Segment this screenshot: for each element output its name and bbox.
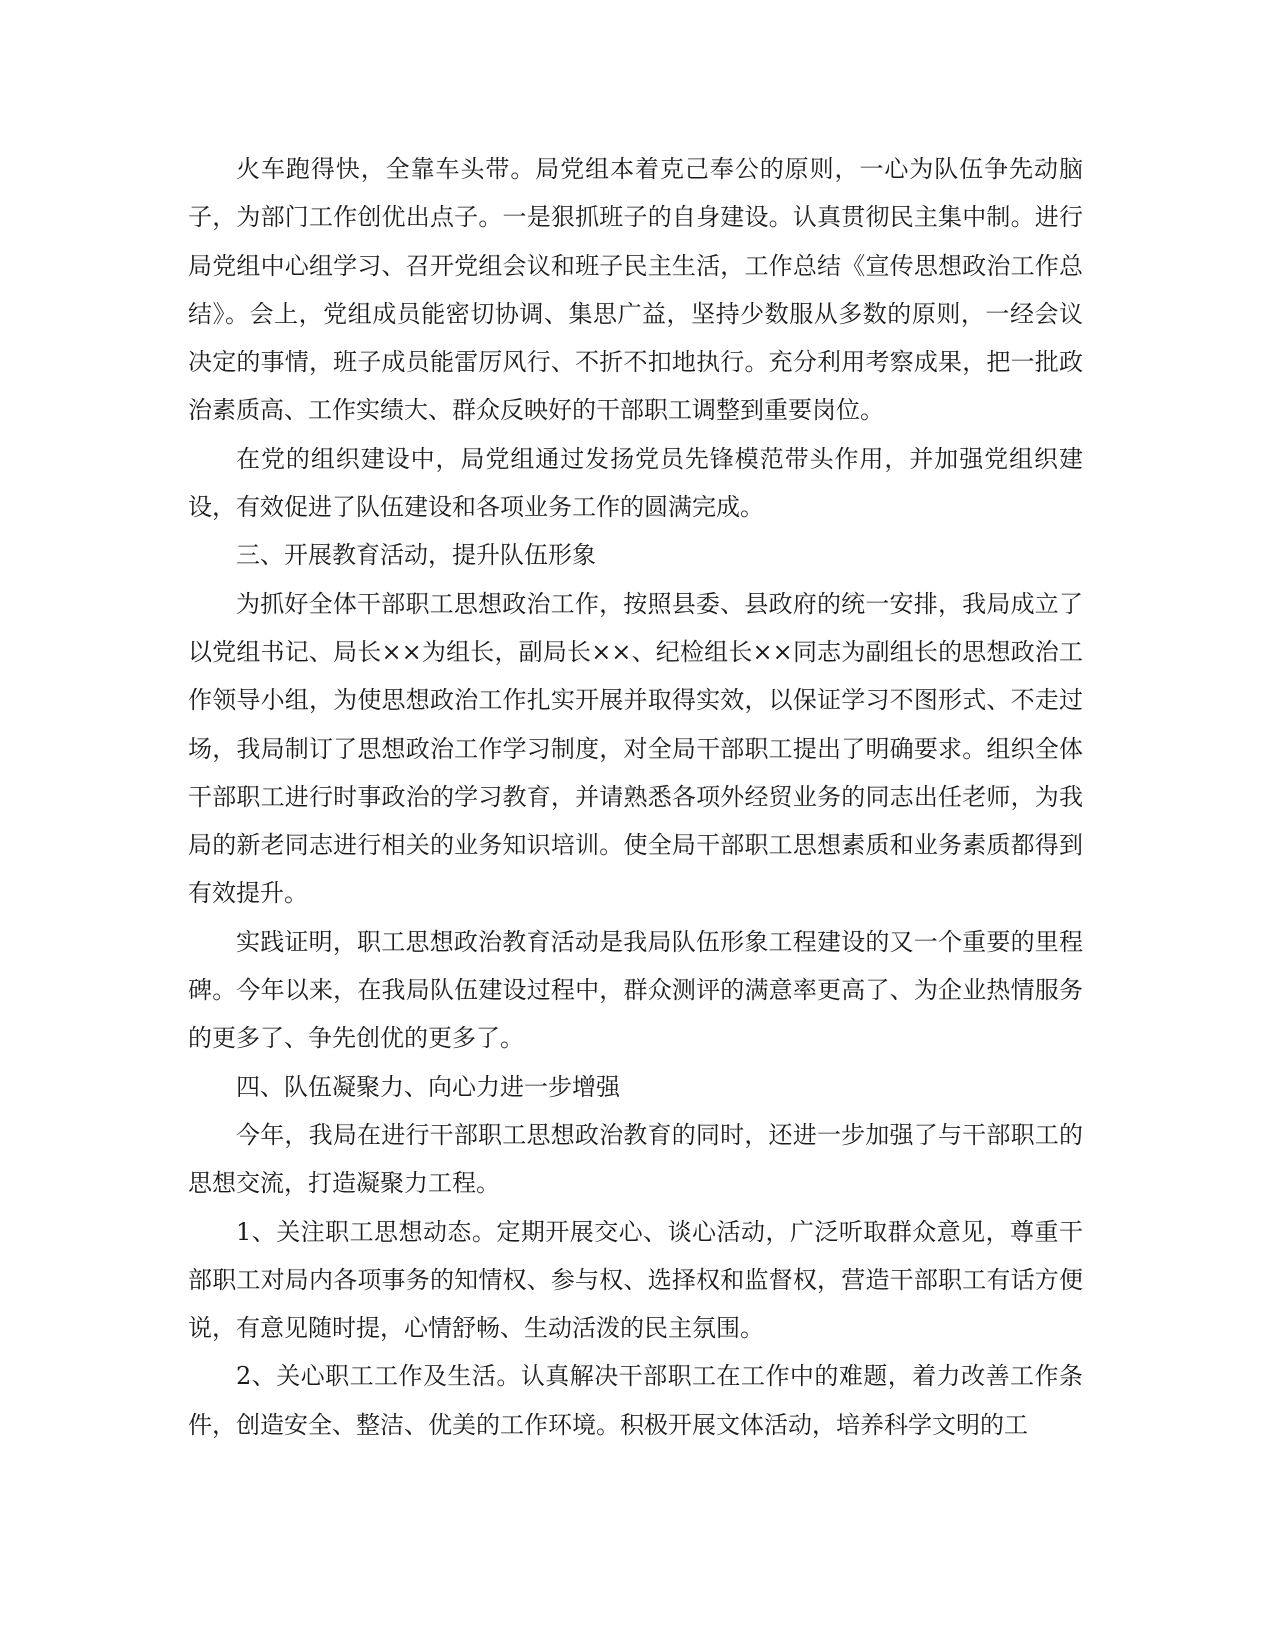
section-heading-education: 三、开展教育活动，提升队伍形象 xyxy=(236,541,596,570)
paragraph-education-activities: 为抓好全体干部职工思想政治工作，按照县委、县政府的统一安排，我局成立了以党组书记、局长××为组长，副局长××、纪检组长××同志为副组长的思想政治工作领导小组，为使思想政治工作扎实开展并取得实效，以保证学习不图形式、不走过场，我局制订了思想政治工作学习制度，对全局干部职工提出了明确要求。组织全体干部职工进行时事政治的学习教育，并请熟悉各项外经贸业务的同志出任老师，为我局的新老同志进行相关的业务知识培训。使全局干部职工思想素质和业务素质都得到有效提升。 xyxy=(188,589,1083,908)
list-item-staff-thoughts: 1、关注职工思想动态。定期开展交心、谈心活动，广泛听取群众意见，尊重干部职工对局内各项事务的知情权、参与权、选择权和监督权，营造干部职工有话方便说，有意见随时提，心情舒畅、生动活泼的民主氛围。 xyxy=(188,1217,1083,1343)
list-item-staff-work-life: 2、关心职工工作及生活。认真解决干部职工在工作中的难题，着力改善工作条件，创造安全、整洁、优美的工作环境。积极开展文体活动，培养科学文明的工 xyxy=(188,1362,1083,1439)
section-heading-cohesion: 四、队伍凝聚力、向心力进一步增强 xyxy=(236,1072,620,1101)
paragraph-practice-proof: 实践证明，职工思想政治教育活动是我局队伍形象工程建设的又一个重要的里程碑。今年以来，在我局队伍建设过程中，群众测评的满意率更高了、为企业热情服务的更多了、争先创优的更多了。 xyxy=(188,927,1083,1053)
document-body xyxy=(188,145,1083,1449)
paragraph-leadership: 火车跑得快，全靠车头带。局党组本着克己奉公的原则，一心为队伍争先动脑子，为部门工作创优出点子。一是狠抓班子的自身建设。认真贯彻民主集中制。进行局党组中心组学习、召开党组会议和班子民主生活，工作总结《宣传思想政治工作总结》。会上，党组成员能密切协调、集思广益，坚持少数服从多数的原则，一经会议决定的事情，班子成员能雷厉风行、不折不扣地执行。充分利用考察成果，把一批政治素质高、工作实绩大、群众反映好的干部职工调整到重要岗位。 xyxy=(188,155,1083,425)
paragraph-party-organization: 在党的组织建设中，局党组通过发扬党员先锋模范带头作用，并加强党组织建设，有效促进了队伍建设和各项业务工作的圆满完成。 xyxy=(188,444,1083,522)
paragraph-cohesion-intro: 今年，我局在进行干部职工思想政治教育的同时，还进一步加强了与干部职工的思想交流，打造凝聚力工程。 xyxy=(188,1120,1083,1198)
